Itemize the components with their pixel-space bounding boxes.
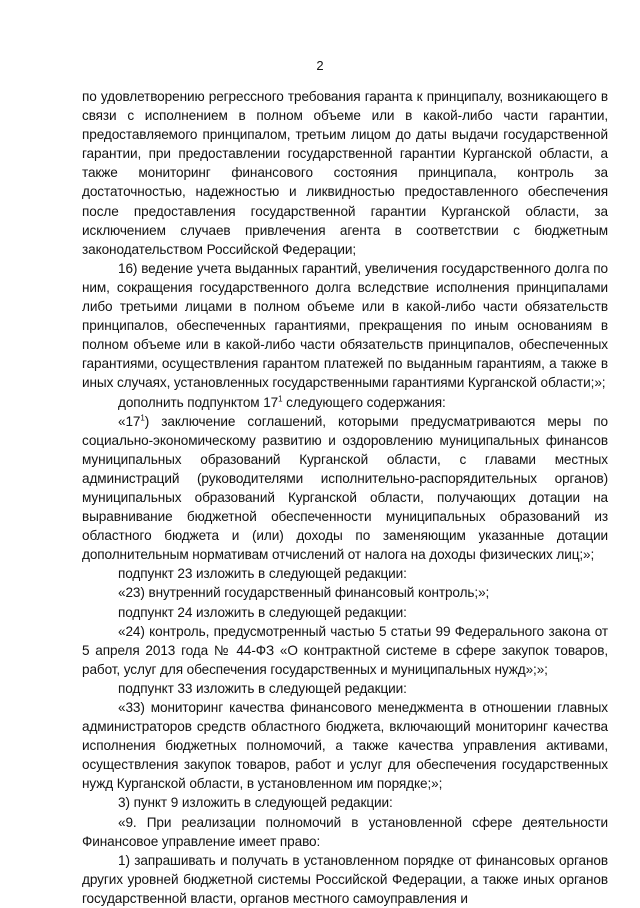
paragraph-subitem-17-1: «$17^1$) заключение соглашений, которыми предусматриваются меры по социально-экономическому развитию и оздоровлению муниципальных финансов муниципальных образований Курганской области, с главами местных администраций (руководителями исполнительно-распорядительных органов) муниципальных образований Курганской области, получающих дотации на выравнивание бюджетной обеспеченности муниципальных образований из областного бюджета и (или) доходы по заменяющим указанные дотации дополнительным нормативам отчислений от налога на доходы физических лиц;»; (82, 413, 608, 563)
document-body (82, 87, 608, 908)
paragraph-item-9: «9. При реализации полномочий в установленной сфере деятельности Финансовое управление имеет право: (82, 814, 608, 849)
paragraph-subitem-24: «24) контроль, предусмотренный частью 5 статьи 99 Федерального закона от 5 апреля 2013 года № 44-ФЗ «О контрактной системе в сфере закупок товаров, работ, услуг для обеспечения государственных и муниципальных нужд»;»; (82, 623, 608, 677)
superscript: 1 (278, 393, 283, 403)
paragraph-right-1: 1) запрашивать и получать в установленном порядке от финансовых органов других уровней бюджетной системы Российской Федерации, а также иных органов государственной власти, органов местного самоуправления и (82, 852, 608, 906)
paragraph-regress-claim: по удовлетворению регрессного требования гаранта к принципалу, возникающего в связи с исполнением в полном объеме или в какой-либо части гарантии, предоставляемого принципалом, третьим лицом до даты выдачи государственной гарантии, при предоставлении государственной гарантии Курганской области, а также мониторинг финансового состояния принципала, контроль за достаточностью, надежностью и ликвидностью предоставленного обеспечения после предоставления государственной гарантии Курганской области, за исключением случаев привлечения агента в соответствии с бюджетным законодательством Российской Федерации; (82, 89, 608, 257)
paragraph-subitem-23-intro: подпункт 23 изложить в следующей редакции: (118, 566, 407, 582)
paragraph-subitem-16: 16) ведение учета выданных гарантий, увеличения государственного долга по ним, сокращения государственного долга вследствие исполнения принципалами либо третьими лицами в полном объеме или в какой-либо части обязательств принципалов, обеспеченных гарантиями, прекращения по иным основаниям в полном объеме или в какой-либо части обязательств принципалов, обеспеченных гарантиями, осуществления гарантом платежей по выданным гарантиям, а также в иных случаях, установленных государственными гарантиями Курганской области;»; (82, 260, 608, 391)
paragraph-item-3: 3) пункт 9 изложить в следующей редакции: (118, 795, 393, 811)
superscript: 1 (140, 413, 145, 423)
paragraph-subitem-33: «33) мониторинг качества финансового менеджмента в отношении главных администраторов средств областного бюджета, включающий мониторинг качества исполнения бюджетных полномочий, а также качества управления активами, осуществления закупок товаров, работ и услуг для обеспечения государственных нужд Курганской области, в установленном им порядке;»; (82, 700, 608, 792)
paragraph-add-subitem-17-1: дополнить подпунктом $17^1$ следующего содержания: (118, 393, 446, 410)
page-number: 2 (316, 58, 324, 73)
paragraph-subitem-23: «23) внутренний государственный финансовый контроль;»; (118, 585, 490, 601)
paragraph-subitem-33-intro: подпункт 33 изложить в следующей редакции: (118, 680, 407, 696)
paragraph-subitem-24-intro: подпункт 24 изложить в следующей редакции: (118, 604, 407, 620)
